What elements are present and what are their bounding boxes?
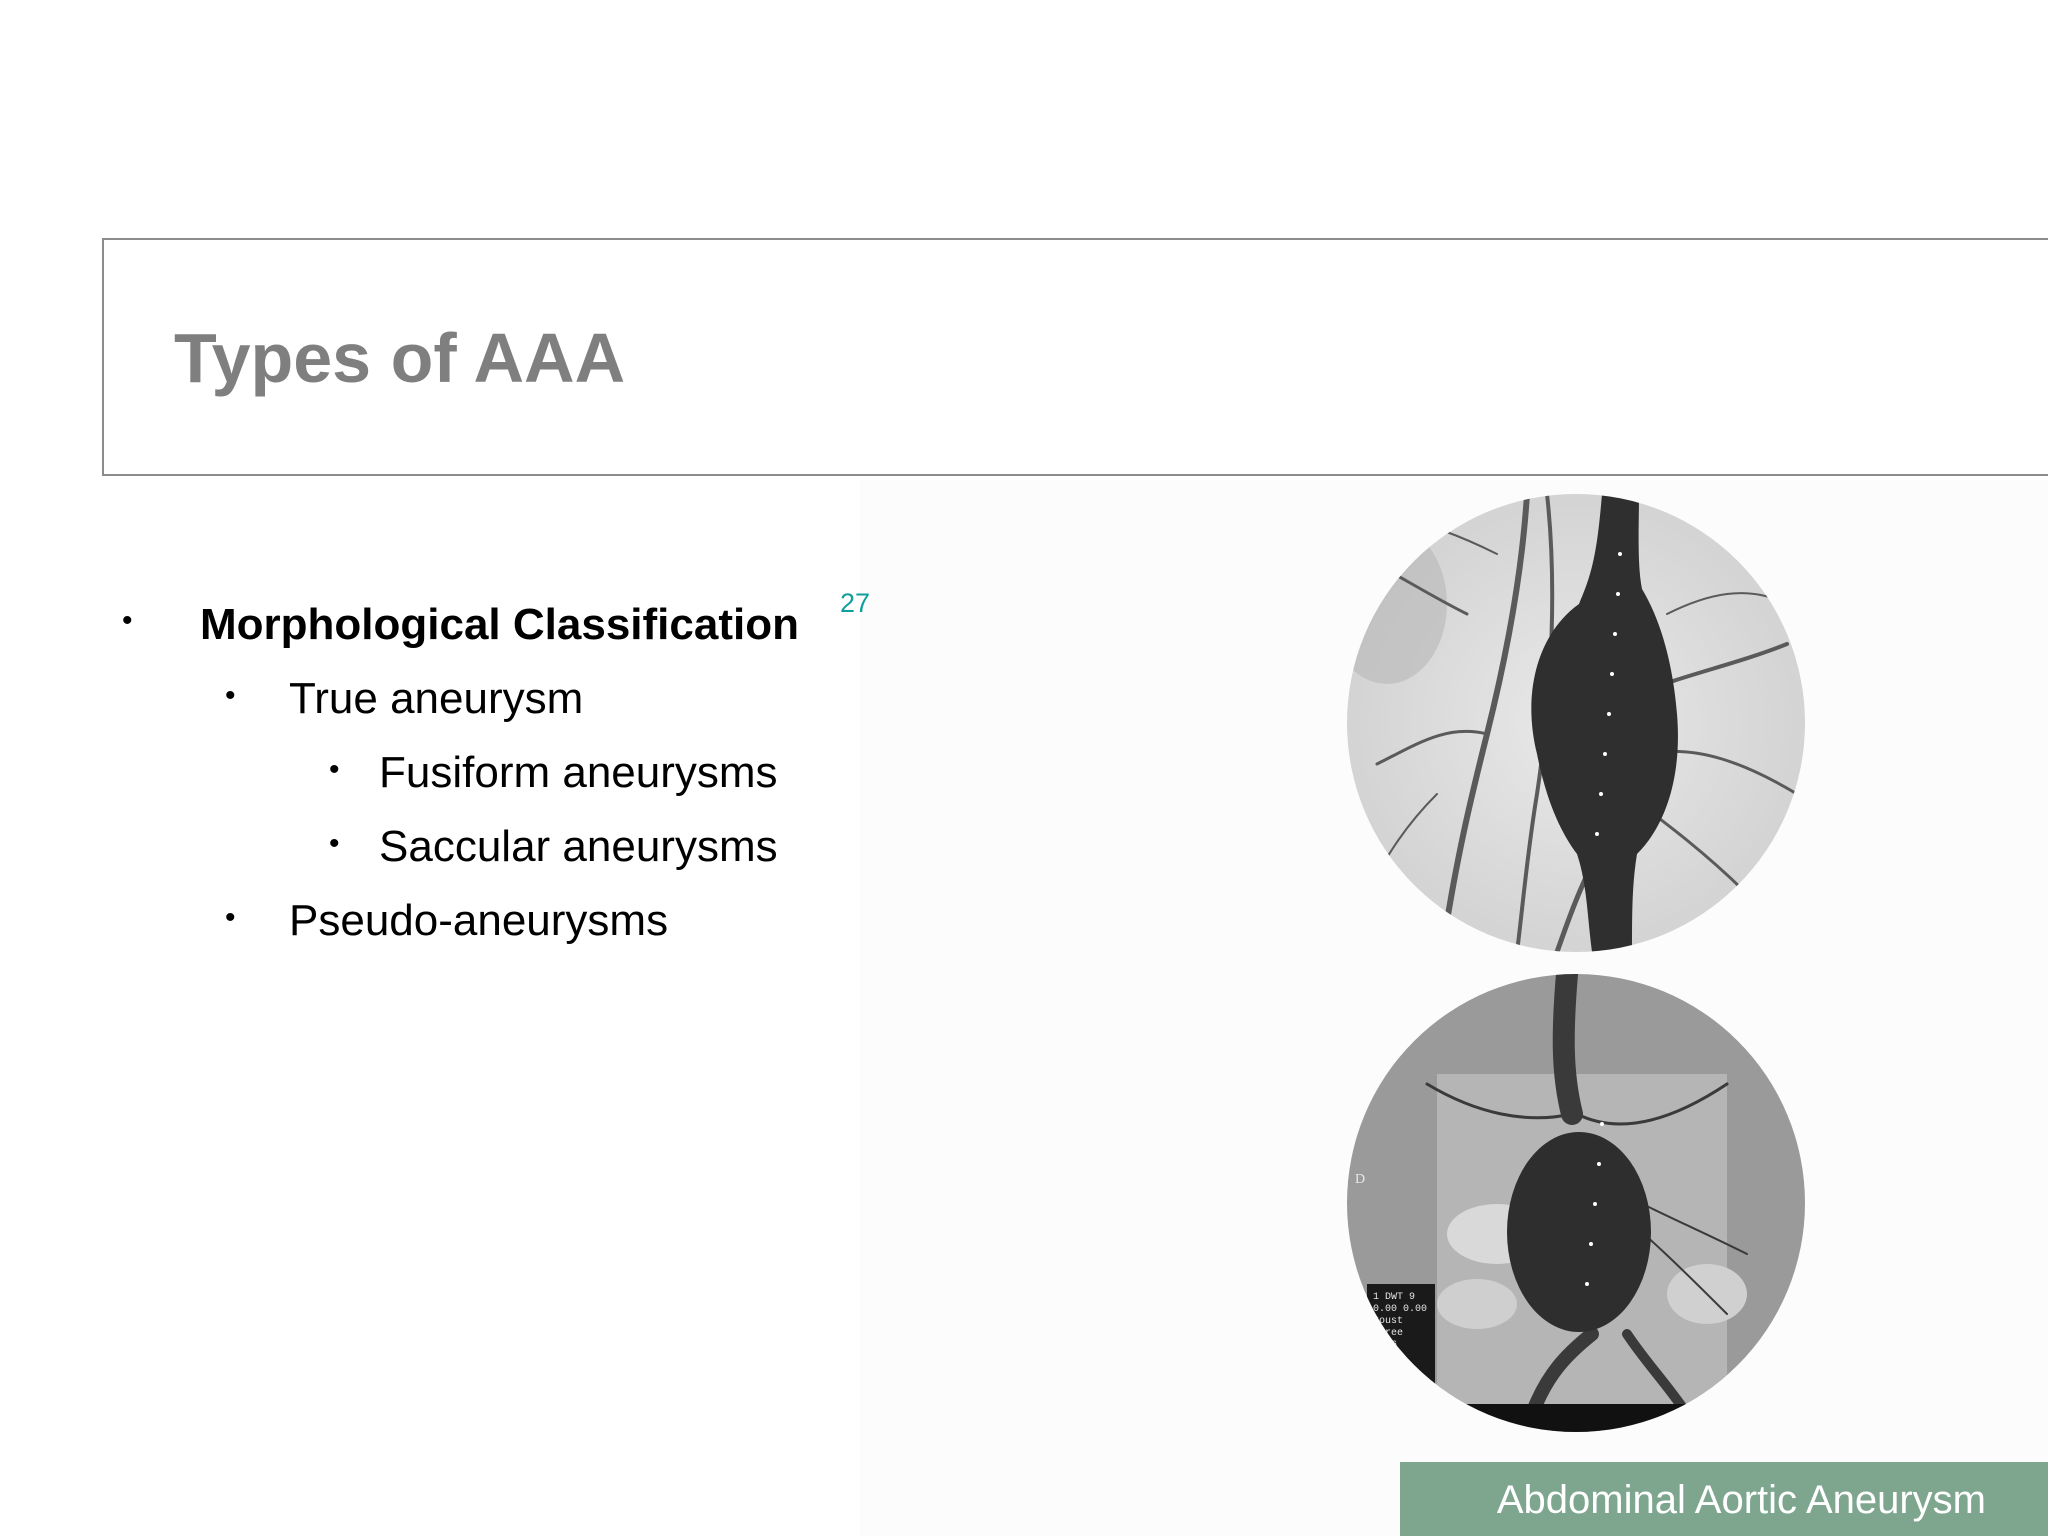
bullet-saccular-aneurysms: Saccular aneurysms [379, 822, 778, 871]
bullet-marker: • [225, 901, 236, 934]
angiogram-illustration [1347, 974, 1805, 1432]
reference-number: 27 [840, 588, 871, 618]
bullet-marker: • [329, 827, 340, 860]
slide-title: Types of AAA [174, 319, 626, 397]
overlay-line: 1.36 [1373, 1340, 1398, 1351]
overlay-line: Soust [1373, 1316, 1404, 1327]
footer-bar [1400, 1462, 2048, 1536]
overlay-line: 0.00 0.00 [1373, 1304, 1428, 1315]
bullet-marker: • [225, 679, 236, 712]
overlay-line: 1 DWT 9 [1373, 1292, 1416, 1303]
bullet-true-aneurysm: True aneurysm [289, 674, 584, 723]
saccular-angiogram-image [1347, 974, 1805, 1432]
bullet-pseudo-aneurysms: Pseudo-aneurysms [289, 896, 669, 945]
fusiform-angiogram-image [1347, 494, 1805, 952]
bullet-fusiform-aneurysms: Fusiform aneurysms [379, 748, 778, 797]
bullet-marker: • [329, 753, 340, 786]
image-side-label: D [1355, 1172, 1366, 1187]
bullet-marker: • [122, 604, 133, 637]
angiogram-illustration [1347, 494, 1805, 952]
image-overlay-text [1373, 1292, 1427, 1352]
footer-title: Abdominal Aortic Aneurysm [1496, 1478, 1986, 1522]
overlay-line: ltree [1373, 1328, 1404, 1339]
bullet-morphological-classification: Morphological Classification [200, 600, 799, 649]
